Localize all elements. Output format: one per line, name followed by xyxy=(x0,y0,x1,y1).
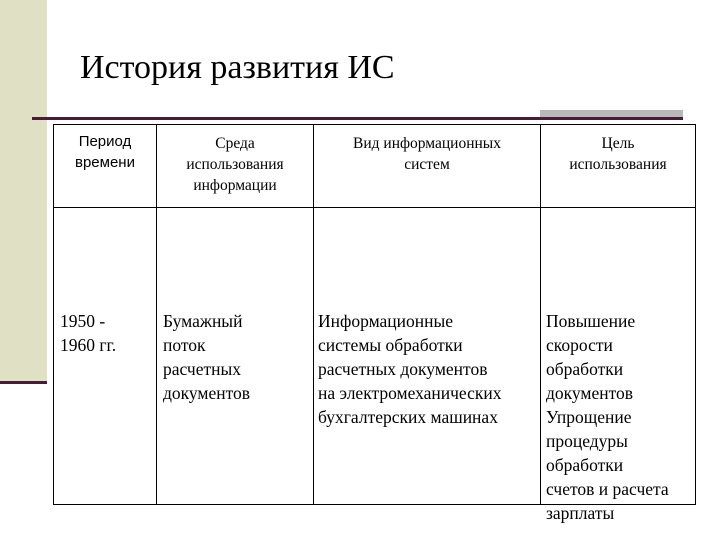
cell-line: документов xyxy=(546,383,634,403)
cell-line: обработки xyxy=(546,455,624,475)
header-line: Период xyxy=(78,133,132,150)
table-row xyxy=(54,208,696,505)
cell-purpose xyxy=(541,208,696,523)
cell-line: Повышение xyxy=(546,311,636,331)
table-header-row xyxy=(54,125,696,208)
cell-line: счетов и расчета xyxy=(546,479,669,499)
side-accent-band xyxy=(0,0,47,383)
cell-line: обработки xyxy=(546,359,624,379)
header-line: времени xyxy=(75,154,135,171)
header-cell-system-type xyxy=(314,125,541,208)
cell-environment xyxy=(157,208,314,505)
cell-line: бухгалтерских машинах xyxy=(318,407,498,427)
header-cell-purpose xyxy=(541,125,696,208)
cell-line: системы обработки xyxy=(318,335,463,355)
cell-line: зарплаты xyxy=(546,503,615,523)
header-line: использования xyxy=(186,156,284,173)
header-line: Цель xyxy=(601,135,635,152)
header-line: систем xyxy=(404,156,450,173)
cell-line: Информационные xyxy=(318,311,454,331)
title-rule xyxy=(32,117,683,120)
cell-line: Упрощение xyxy=(546,407,632,427)
header-line: использования xyxy=(569,156,667,173)
header-line: информации xyxy=(193,177,277,194)
header-line: Вид информационных xyxy=(353,135,501,152)
cell-line: на электромеханических xyxy=(318,383,502,403)
cell-line: расчетных документов xyxy=(318,359,488,379)
cell-line: 1960 гг. xyxy=(60,335,117,355)
header-cell-environment xyxy=(157,125,314,208)
cell-line: скорости xyxy=(546,335,613,355)
cell-period xyxy=(54,208,157,505)
cell-line: документов xyxy=(163,383,251,403)
cell-line: Бумажный xyxy=(163,311,243,331)
cell-line: расчетных xyxy=(163,359,242,379)
cell-system-type xyxy=(314,208,541,505)
header-cell-period xyxy=(54,125,157,208)
cell-line: процедуры xyxy=(546,431,628,451)
cell-line: поток xyxy=(163,335,206,355)
history-table xyxy=(53,124,696,523)
side-accent-line xyxy=(0,381,47,384)
slide-title: История развития ИС xyxy=(80,49,395,86)
header-line: Среда xyxy=(215,135,255,152)
cell-line: 1950 - xyxy=(60,311,106,331)
